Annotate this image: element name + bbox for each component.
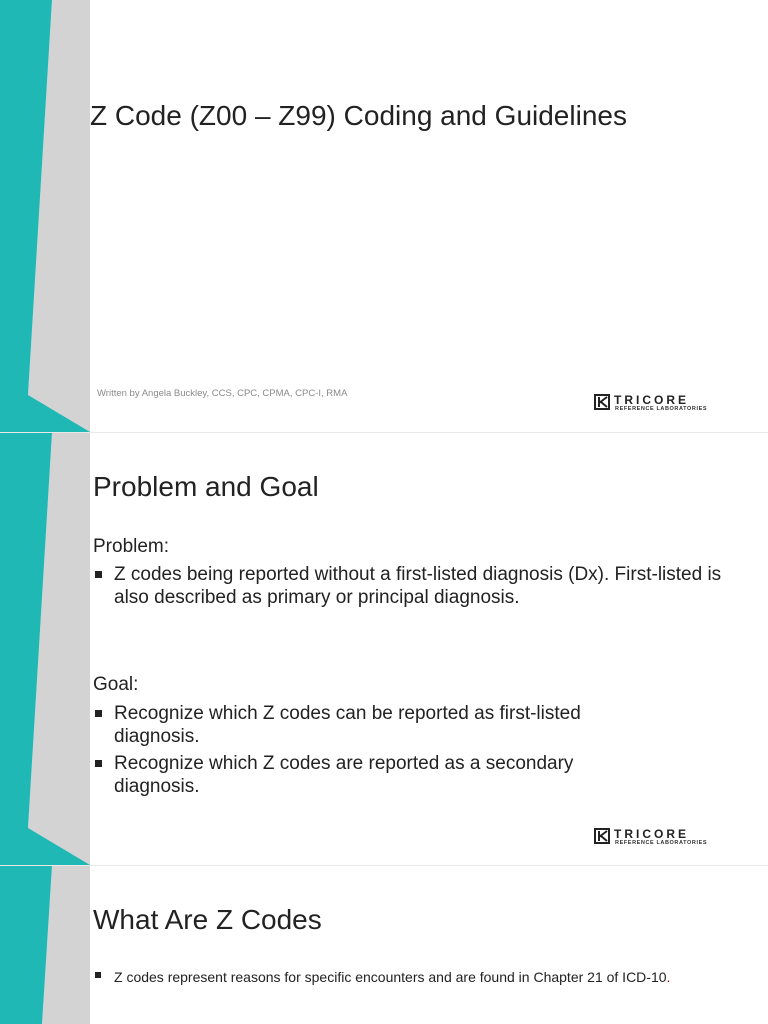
list-item: Z codes being reported without a first-listed diagnosis (Dx). First-listed is also described as primary or principal diagnosis. — [93, 563, 733, 609]
title-slide — [0, 0, 768, 432]
presentation-title: Z Code (Z00 – Z99) Coding and Guidelines — [90, 100, 627, 131]
bullet-square-icon — [95, 571, 102, 578]
problem-list — [93, 563, 733, 613]
tricore-logo — [594, 827, 714, 849]
slide-title: What Are Z Codes — [93, 904, 322, 935]
tricore-logo-mark-icon — [594, 828, 610, 844]
tricore-logo-mark-icon — [594, 394, 610, 410]
slide-title: Problem and Goal — [93, 471, 319, 502]
teal-decorative-band — [0, 866, 100, 1024]
teal-decorative-band — [0, 433, 100, 865]
problem-label: Problem: — [93, 536, 170, 557]
list-item: Recognize which Z codes can be reported as first-listed diagnosis. — [93, 702, 653, 748]
author-credit: Written by Angela Buckley, CCS, CPC, CPMA, CPC-I, RMA — [97, 388, 348, 399]
bullet-square-icon — [95, 710, 102, 717]
goal-label: Goal: — [93, 674, 139, 695]
tricore-logo — [594, 393, 714, 415]
teal-decorative-band — [0, 0, 100, 432]
what-are-z-codes-slide — [0, 866, 768, 1024]
list-item: Z codes represent reasons for specific encounters and are found in Chapter 21 of ICD-10. — [93, 968, 703, 986]
logo-subtitle: REFERENCE LABORATORIES — [615, 406, 708, 412]
logo-subtitle: REFERENCE LABORATORIES — [615, 840, 708, 846]
logo-name: TRICORE — [614, 393, 689, 407]
bullet-square-icon — [95, 760, 102, 767]
problem-goal-slide — [0, 433, 768, 865]
logo-name: TRICORE — [614, 827, 689, 841]
goal-list — [93, 702, 653, 802]
list-item: Recognize which Z codes are reported as a secondary diagnosis. — [93, 752, 653, 798]
z-codes-list — [93, 968, 703, 990]
bullet-square-icon — [95, 972, 101, 978]
